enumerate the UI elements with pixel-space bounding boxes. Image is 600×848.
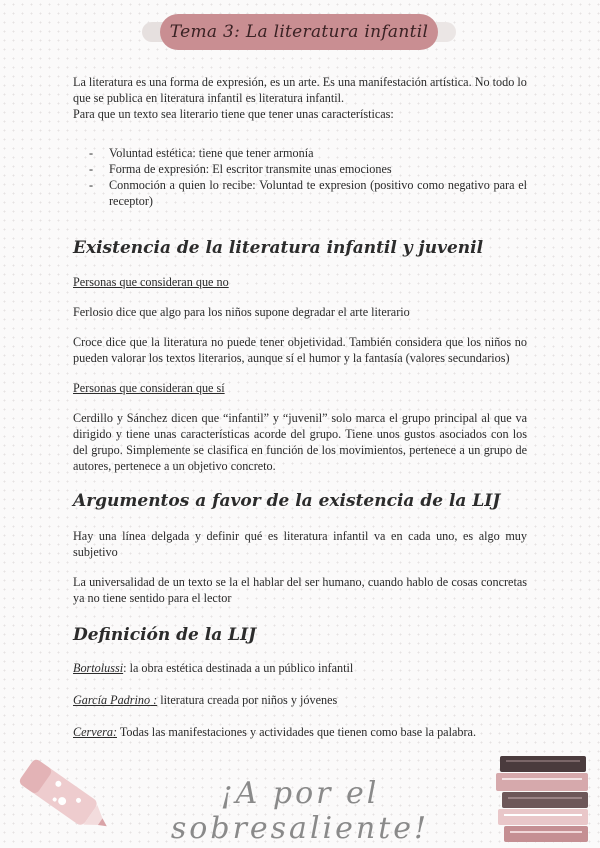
page-title: Tema 3: La literatura infantil [169,22,429,42]
paragraph-universalidad: La universalidad de un texto se la el hablar del ser humano, cuando hablo de cosas concretas ya no tiene sentido para el lector [73,575,527,605]
definition-garcia-padrino [73,692,527,708]
intro-paragraph: La literatura es una forma de expresión, es un arte. Es una manifestación artística. No todo lo que se publica en literatura infantil es literatura infantil. [73,75,527,105]
subheading-no: Personas que consideran que no [73,275,229,289]
separator: : [112,725,117,739]
section-heading-existencia: Existencia de la literatura infantil y juvenil [73,238,484,258]
list-item: - Forma de expresión: El escritor transmite unas emociones [73,161,527,177]
section-heading-definicion: Definición de la LIJ [73,625,257,645]
paragraph-linea: Hay una línea delgada y definir qué es literatura infantil va en cada uno, es algo muy subjetivo [73,529,527,559]
paragraph-croce: Croce dice que la literatura no puede tener objetividad. También considera que los niños no pueden valorar los textos literarios, aunque sí el humor y la fantasía (valores secundarios) [73,335,527,365]
definition-text: literatura creada por niños y jóvenes [157,693,338,707]
paragraph-ferlosio: Ferlosio dice que algo para los niños supone degradar el arte literario [73,305,410,319]
highlighter-icon [10,752,120,842]
book-stack-icon [494,752,594,844]
separator: : [150,693,158,707]
definition-bortolussi [73,660,527,676]
characteristics-list [73,145,527,209]
paragraph-cerdillo: Cerdillo y Sánchez dicen que “infantil” y “juvenil” solo marca el grupo principal al que va dirigido y tiene unas características acorde del grupo. Tiene unos gustos asociados con los del grupo. Simplemente se clasifica en función de los movimientos, pertenece a un grupo de autores, pertenece a un objetivo concreto. [73,411,527,473]
intro-lead: Para que un texto sea literario tiene que tener unas características: [73,107,394,121]
document-body [73,74,527,740]
section-heading-argumentos: Argumentos a favor de la existencia de la LIJ [73,491,501,511]
title-banner [160,14,438,50]
definition-text: Todas las manifestaciones y actividades que tienen como base la palabra. [117,725,477,739]
motivational-footer: ¡A por el sobresaliente! [170,776,430,846]
subheading-si: Personas que consideran que sí [73,381,225,395]
definition-cervera [73,724,527,740]
list-item: - Voluntad estética: tiene que tener armonía [73,145,527,161]
author-name: Cervera [73,725,113,739]
list-item: - Conmoción a quien lo recibe: Voluntad te expresion (positivo como negativo para el receptor) [73,177,527,209]
definition-text: la obra estética destinada a un público infantil [126,661,354,675]
author-name: García Padrino [73,693,151,707]
author-name: Bortolussi [73,661,124,675]
separator: : [123,661,127,675]
